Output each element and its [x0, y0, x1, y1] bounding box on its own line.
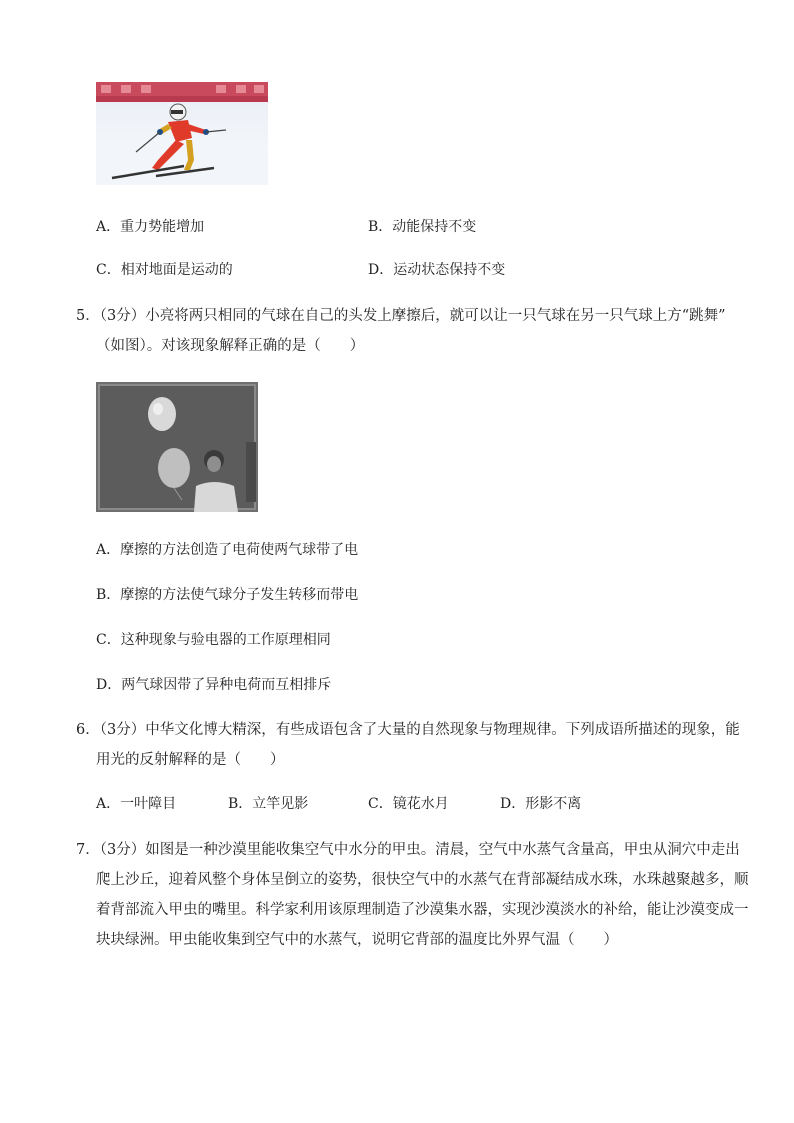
q6-option-d: D．形影不离 [500, 796, 582, 812]
q4-option-b: B．动能保持不变 [368, 219, 477, 235]
q7-stem-line3: 着背部流入甲虫的嘴里。科学家利用该原理制造了沙漠集水器，实现沙漠淡水的补给，能让沙漠变成一 [96, 902, 749, 918]
q4-option-a: A．重力势能增加 [96, 219, 205, 235]
q5-stem-line2: （如图）。对该现象解释正确的是（ ） [96, 338, 365, 354]
balloon-illustration [96, 382, 258, 512]
q6-stem-line2: 用光的反射解释的是（ ） [96, 752, 285, 768]
q5-option-d: D．两气球因带了异种电荷而互相排斥 [96, 677, 332, 693]
balloon-photo [96, 382, 258, 512]
q5-option-b: B．摩擦的方法使气球分子发生转移而带电 [96, 587, 359, 603]
q4-option-c: C．相对地面是运动的 [96, 262, 233, 278]
q4-option-d: D．运动状态保持不变 [368, 262, 506, 278]
q6-option-b: B．立竿见影 [228, 796, 309, 812]
q6-option-c: C．镜花水月 [368, 796, 449, 812]
skier-illustration [96, 82, 268, 185]
q5-stem-line1: 5．（3分）小亮将两只相同的气球在自己的头发上摩擦后，就可以让一只气球在另一只气球上方“跳舞” [76, 308, 726, 324]
q7-stem-line2: 爬上沙丘，迎着风整个身体呈倒立的姿势，很快空气中的水蒸气在背部凝结成水珠，水珠越聚越多，顺 [96, 872, 749, 888]
q7-stem-line1: 7．（3分）如图是一种沙漠里能收集空气中水分的甲虫。清晨，空气中水蒸气含量高，甲虫从洞穴中走出 [76, 842, 740, 858]
q7-stem-line4: 块块绿洲。甲虫能收集到空气中的水蒸气，说明它背部的温度比外界气温（ ） [96, 932, 618, 948]
q6-stem-line1: 6．（3分）中华文化博大精深，有些成语包含了大量的自然现象与物理规律。下列成语所描述的现象，能 [76, 722, 740, 738]
q6-option-a: A．一叶障目 [96, 796, 177, 812]
skier-photo [96, 82, 268, 185]
q5-option-a: A．摩擦的方法创造了电荷使两气球带了电 [96, 542, 359, 558]
q5-option-c: C．这种现象与验电器的工作原理相同 [96, 632, 331, 648]
